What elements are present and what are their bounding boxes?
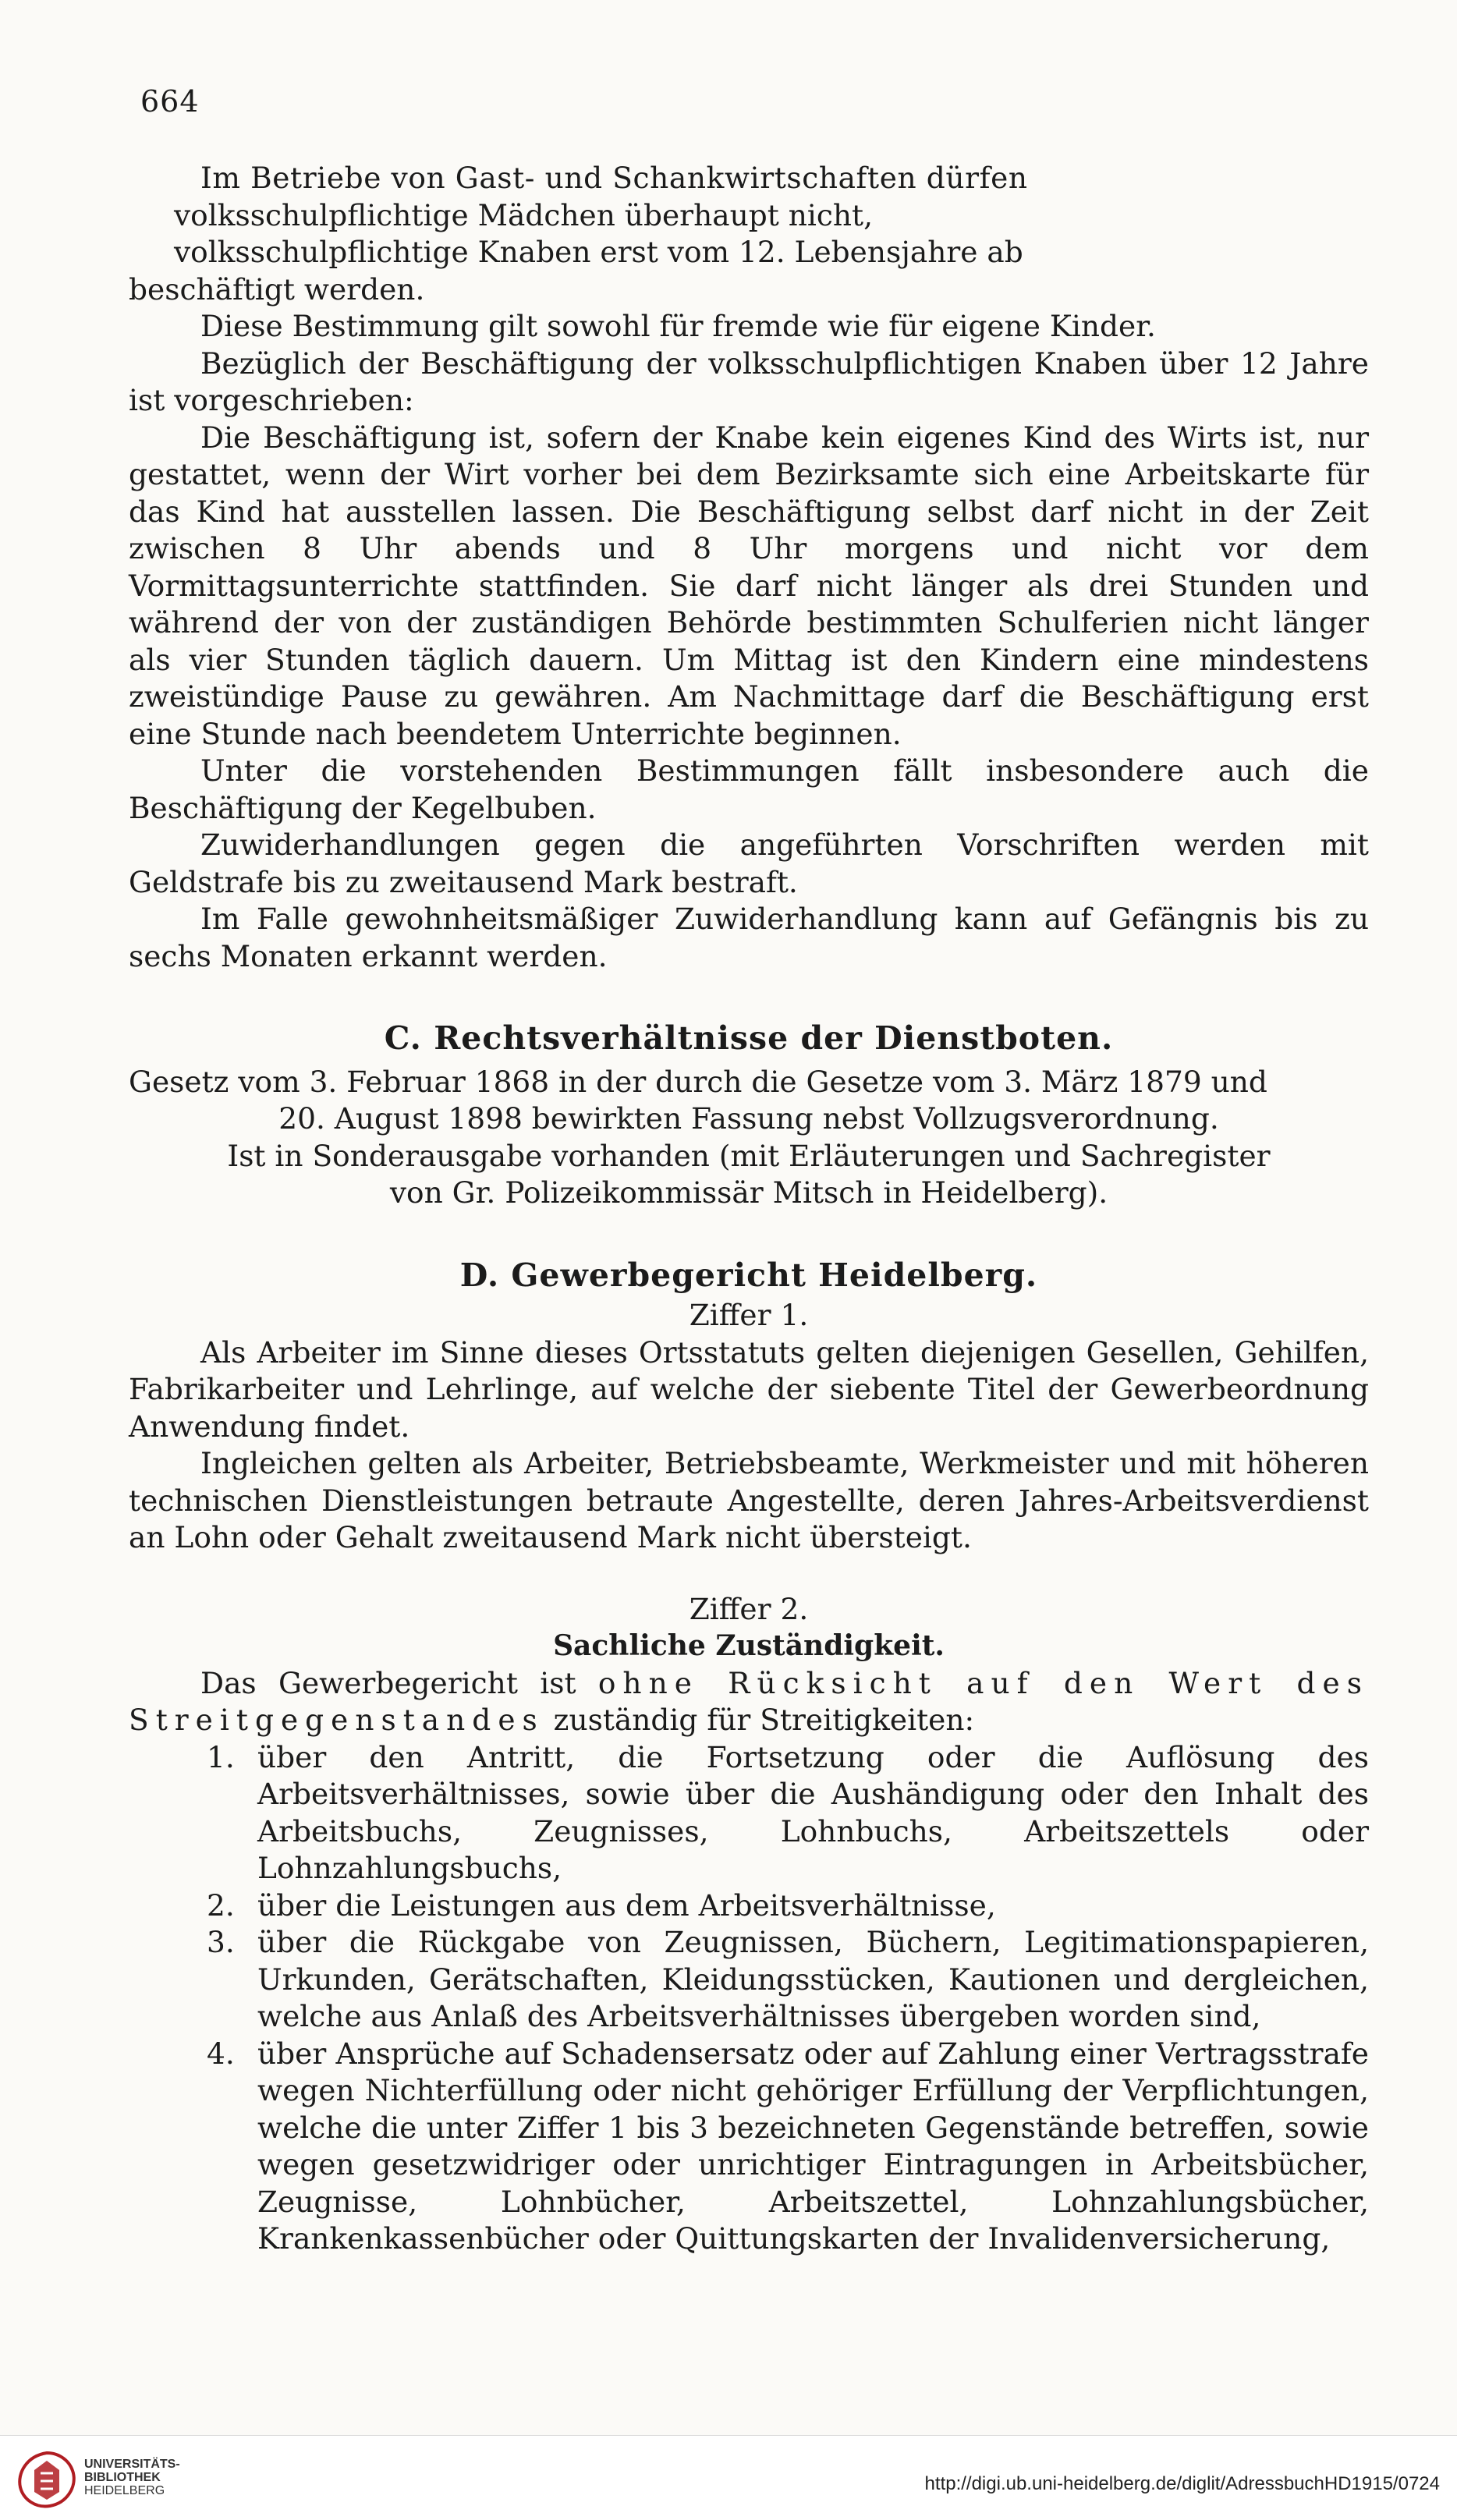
intro-text: zuständig für Streitigkeiten: — [544, 1703, 975, 1737]
paragraph: volksschulpflichtige Mädchen überhaupt nicht, — [174, 197, 874, 232]
paragraph: Im Falle gewohnheitsmäßiger Zuwiderhandlung kann auf Gefängnis bis zu sechs Monaten erkannt werden. — [129, 902, 1369, 973]
item-text: über die Leistungen aus dem Arbeitsverhältnisse, — [257, 1887, 996, 1923]
list-item — [129, 1887, 1369, 1925]
paragraph: Diese Bestimmung gilt sowohl für fremde wie für eigene Kinder. — [200, 309, 1156, 343]
section-d-heading: D. Gewerbegericht Heidelberg. — [459, 1256, 1038, 1294]
item-number: 1. — [207, 1739, 235, 1774]
source-url-link[interactable]: http://digi.ub.uni-heidelberg.de/diglit/AdressbuchHD1915/0724 — [924, 2473, 1440, 2494]
list-item — [129, 1739, 1369, 1887]
section-c-line: von Gr. Polizeikommissär Mitsch in Heidelberg). — [389, 1175, 1108, 1210]
paragraph: Als Arbeiter im Sinne dieses Ortsstatuts gelten diejenigen Gesellen, Gehilfen, Fabrikarbeiter und Lehrlinge, auf welche der siebente Titel der Gewerbeordnung Anwendung findet. — [129, 1334, 1369, 1444]
ziffer-2-heading: Ziffer 2. — [689, 1591, 809, 1626]
library-name-line: HEIDELBERG — [84, 2484, 165, 2497]
ziffer-1-heading: Ziffer 1. — [689, 1298, 809, 1332]
page-number: 664 — [140, 84, 200, 119]
ziffer-2-intro — [129, 1665, 1369, 1739]
paragraph: Die Beschäftigung ist, sofern der Knabe kein eigenes Kind des Wirts ist, nur gestattet, wenn der Wirt vorher bei dem Bezirksamte sich eine Arbeitskarte für das Kind hat ausstellen lassen. Die Beschäftigung selbst darf nicht in der Zeit zwischen 8 Uhr abends und 8 Uhr morgens und nicht vor dem Vormittagsunterrichte stattfinden. Sie darf nicht länger als drei Stunden und während der von der zuständigen Behörde bestimmten Schulferien nicht länger als vier Stunden täglich dauern. Um Mittag ist den Kindern eine mindestens zweistündige Pause zu gewähren. Am Nachmittage darf die Beschäftigung erst eine Stunde nach beendetem Unterrichte beginnen. — [129, 420, 1369, 751]
section-c-heading: C. Rechtsverhältnisse der Dienstboten. — [384, 1019, 1114, 1057]
paragraph: beschäftigt werden. — [129, 271, 425, 307]
item-number: 3. — [207, 1925, 235, 1959]
paragraph: Im Betriebe von Gast- und Schankwirtschaften dürfen — [200, 161, 1028, 195]
claims-list — [129, 1739, 1369, 2258]
paragraph: Ingleichen gelten als Arbeiter, Betriebsbeamte, Werkmeister und mit höheren technischen Dienstleistungen betraute Angestellte, deren Jahres-Arbeitsverdienst an Lohn oder Gehalt zweitausend Mark nicht übersteigt. — [129, 1446, 1369, 1554]
footer-bar — [0, 2435, 1457, 2520]
section-c-line: Ist in Sonderausgabe vorhanden (mit Erläuterungen und Sachregister — [227, 1138, 1271, 1173]
paragraph: Bezüglich der Beschäftigung der volksschulpflichtigen Knaben über 12 Jahre ist vorgeschrieben: — [129, 346, 1369, 417]
page-text — [129, 160, 1369, 2258]
section-c-line: Gesetz vom 3. Februar 1868 in der durch die Gesetze vom 3. März 1879 und — [129, 1064, 1267, 1099]
library-name — [84, 2458, 180, 2497]
item-text: über die Rückgabe von Zeugnissen, Büchern, Legitimationspapieren, Urkunden, Gerätschaften, Kleidungsstücken, Kautionen und dergleichen, welche aus Anlaß des Arbeitsverhältnisses übergeben worden sind, — [257, 1925, 1369, 2033]
intro-text: Das Gewerbegericht ist — [200, 1665, 598, 1700]
section-c-line: 20. August 1898 bewirkten Fassung nebst Vollzugsverordnung. — [278, 1101, 1219, 1136]
library-name-line: BIBLIOTHEK — [84, 2471, 161, 2484]
ziffer-2-subheading: Sachliche Zuständigkeit. — [553, 1629, 945, 1662]
item-number: 2. — [207, 1887, 235, 1923]
paragraph: Zuwiderhandlungen gegen die angeführten Vorschriften werden mit Geldstrafe bis zu zweitausend Mark bestraft. — [129, 828, 1369, 899]
intro-spaced-text: ohne Rücksicht auf den Wert des Streitgegenstandes — [129, 1665, 1369, 1737]
item-text: über Ansprüche auf Schadensersatz oder auf Zahlung einer Vertragsstrafe wegen Nichterfüllung oder nicht gehöriger Erfüllung der Verpflichtungen, welche die unter Ziffer 1 bis 3 bezeichneten Gegenstände betreffen, sowie wegen gesetzwidriger oder unrichtiger Eintragungen in Arbeitsbücher, Zeugnisse, Lohnbücher, Arbeitszettel, Lohnzahlungsbücher, Krankenkassenbücher oder Quittungskarten der Invalidenversicherung, — [257, 2036, 1369, 2256]
item-text: über den Antritt, die Fortsetzung oder die Auflösung des Arbeitsverhältnisses, sowie über die Aushändigung oder den Inhalt des Arbeitsbuchs, Zeugnisses, Lohnbuchs, Arbeitszettels oder Lohnzahlungsbuchs, — [257, 1739, 1369, 1885]
item-number: 4. — [207, 2036, 235, 2071]
list-item — [129, 1924, 1369, 2036]
list-item — [129, 2036, 1369, 2258]
paragraph: volksschulpflichtige Knaben erst vom 12. Lebensjahre ab — [174, 235, 1023, 269]
paragraph: Unter die vorstehenden Bestimmungen fällt insbesondere auch die Beschäftigung der Kegelbuben. — [129, 753, 1369, 825]
library-name-line: UNIVERSITÄTS- — [84, 2458, 180, 2471]
university-seal-logo — [16, 2450, 78, 2509]
